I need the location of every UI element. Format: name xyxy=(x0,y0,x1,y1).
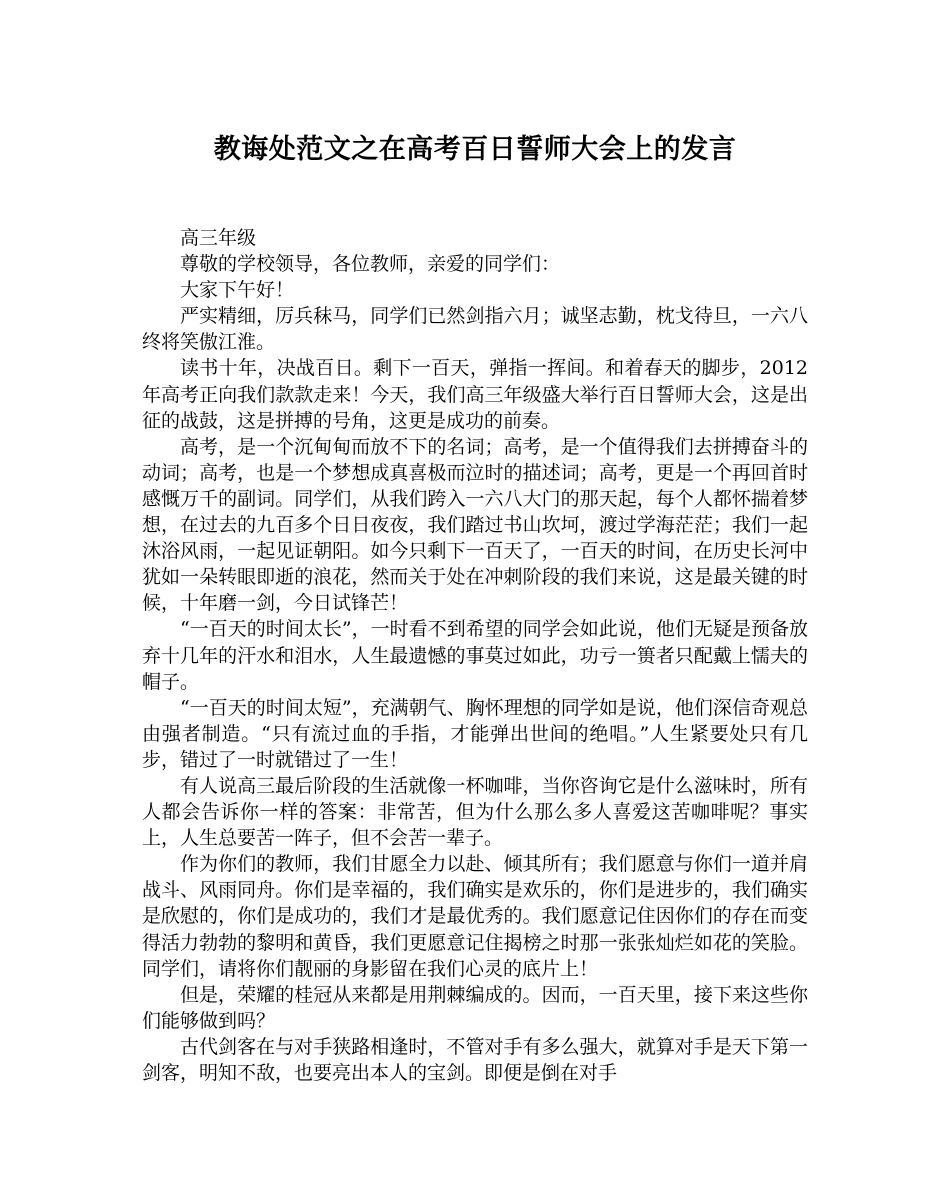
document-title: 教诲处范文之在高考百日誓师大会上的发言 xyxy=(213,134,737,165)
paragraph-body: 但是，荣耀的桂冠从来都是用荆棘编成的。因而，一百天里，接下来这些你们能够做到吗？ xyxy=(142,983,808,1032)
paragraph-body: 有人说高三最后阶段的生活就像一杯咖啡，当你咨询它是什么滋味时，所有人都会告诉你一样的答案：非常苦，但为什么那么多人喜爱这苦咖啡呢？事实上，人生总要苦一阵子，但不会苦一辈子。 xyxy=(142,774,808,850)
paragraph-body: 古代剑客在与对手狭路相逢时，不管对手有多么强大，就算对手是天下第一剑客，明知不敌，也要亮出本人的宝剑。即便是倒在对手 xyxy=(142,1035,808,1084)
paragraph-greeting: 大家下午好！ xyxy=(180,279,295,302)
paragraph-body: 作为你们的教师，我们甘愿全力以赴、倾其所有；我们愿意与你们一道并肩战斗、风雨同舟。你们是幸福的，我们确实是欢乐的，你们是进步的，我们确实是欣慰的，你们是成功的，我们才是最优秀的。我们愿意记住因你们的存在而变得活力勃勃的黎明和黄昏，我们更愿意记住揭榜之时那一张张灿烂如花的笑脸。同学们，请将你们靓丽的身影留在我们心灵的底片上！ xyxy=(142,853,808,980)
paragraph-body: 读书十年，决战百日。剩下一百天，弹指一挥间。和着春天的脚步，2012年高考正向我们款款走来！今天，我们高三年级盛大举行百日誓师大会，这是出征的战鼓，这是拼搏的号角，这更是成功的前奏。 xyxy=(142,357,808,432)
paragraph-body: “一百天的时间太短”，充满朝气、胸怀理想的同学如是说，他们深信奇观总由强者制造。“只有流过血的手指，才能弹出世间的绝唱。”人生紧要处只有几步，错过了一时就错过了一生！ xyxy=(142,696,808,771)
paragraph-class-label: 高三年级 xyxy=(180,227,257,249)
paragraph-body: 高考，是一个沉甸甸而放不下的名词；高考，是一个值得我们去拼搏奋斗的动词；高考，也是一个梦想成真喜极而泣时的描述词；高考，更是一个再回首时感慨万千的副词。同学们，从我们跨入一六八大门的那天起，每个人都怀揣着梦想，在过去的九百多个日日夜夜，我们踏过书山坎坷，渡过学海茫茫；我们一起沐浴风雨，一起见证朝阳。如今只剩下一百天了，一百天的时间，在历史长河中犹如一朵转眼即逝的浪花，然而关于处在冲刺阶段的我们来说，这是最关键的时候，十年磨一剑，今日试锋芒！ xyxy=(142,435,808,615)
document-page xyxy=(142,130,808,1086)
paragraph-body: 严实精细，厉兵秣马，同学们已然剑指六月；诚坚志勤，枕戈待旦，一六八终将笑傲江淮。 xyxy=(142,305,808,354)
paragraph-salutation: 尊敬的学校领导，各位教师，亲爱的同学们： xyxy=(180,253,561,276)
paragraph-body: “一百天的时间太长”，一时看不到希望的同学会如此说，他们无疑是预备放弃十几年的汗水和泪水，人生最遗憾的事莫过如此，功亏一篑者只配戴上懦夫的帽子。 xyxy=(142,618,808,693)
